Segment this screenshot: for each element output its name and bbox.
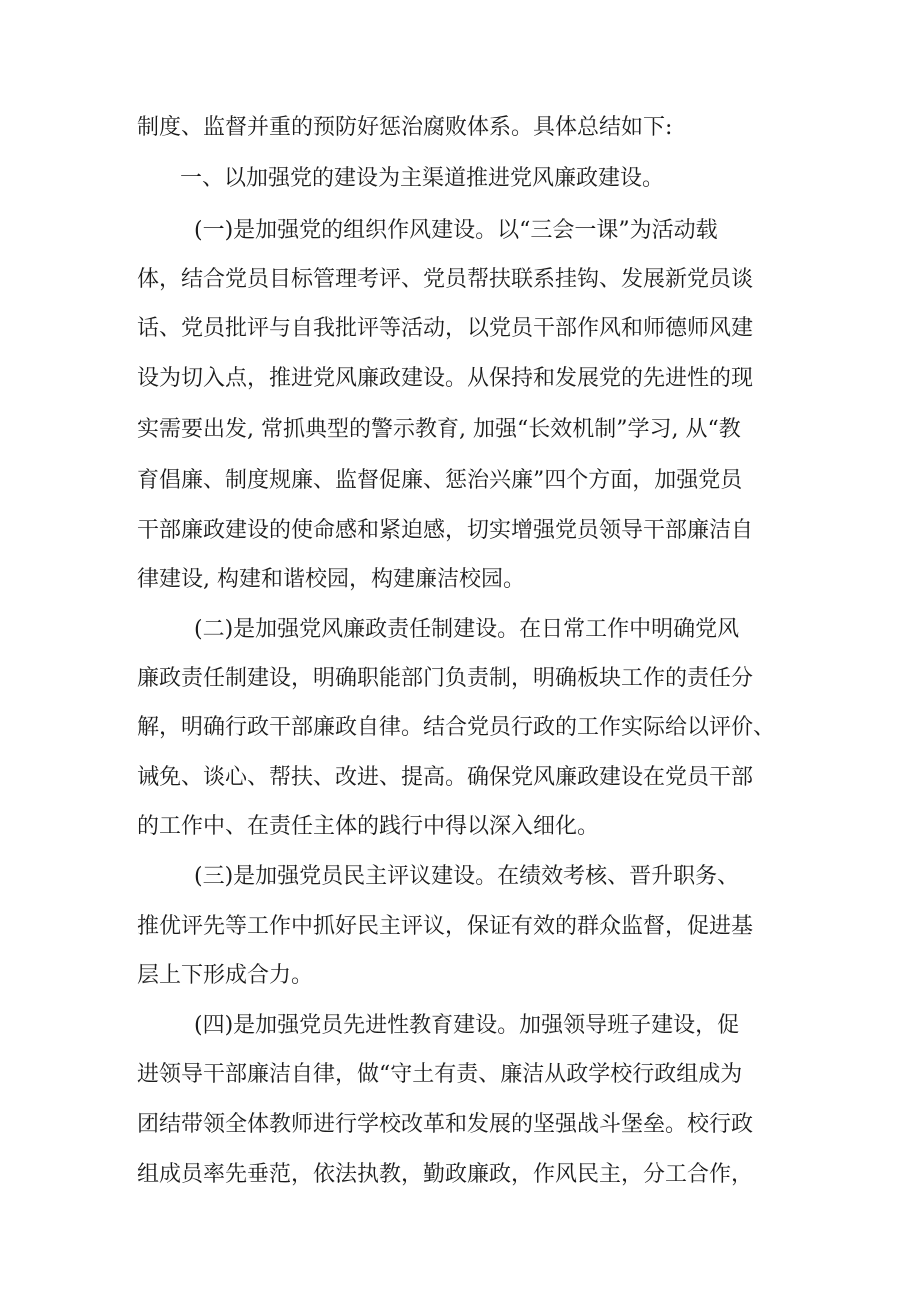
line-text: 育倡廉、制度规廉、监督促廉、惩治兴廉”四个方面，加强党员: [137, 468, 743, 493]
text-line: [0, 1055, 920, 1095]
line-text: (二)是加强党风廉政责任制建设。在日常工作中明确党风: [194, 617, 740, 642]
text-line: [0, 511, 920, 551]
line-text: 诫免、谈心、帮扶、改进、提高。确保党风廉政建设在党员干部: [137, 765, 754, 790]
line-text: (四)是加强党员先进性教育建设。加强领导班子建设，促: [194, 1013, 740, 1038]
line-text: 推优评先等工作中抓好民主评议，保证有效的群众监督，促进基: [137, 914, 754, 939]
text-line: [0, 907, 920, 947]
line-text: 解，明确行政干部廉政自律。结合党员行政的工作实际给以评价、: [137, 715, 776, 740]
line-text: 组成员率先垂范，依法执教，勤政廉政，作风民主，分工合作，: [137, 1162, 754, 1187]
line-text: 体，结合党员目标管理考评、党员帮扶联系挂钩、发展新党员谈: [137, 267, 754, 292]
line-text: 律建设, 构建和谐校园，构建廉洁校园。: [137, 567, 525, 592]
text-line: [0, 807, 920, 847]
paragraph-start-line: [0, 1006, 920, 1046]
text-line: [0, 108, 920, 148]
text-line: [0, 659, 920, 699]
text-line: [0, 359, 920, 399]
paragraph-start-line: [0, 857, 920, 897]
line-text: (一)是加强党的组织作风建设。以“三会一课”为活动载: [194, 218, 718, 243]
line-text: 的工作中、在责任主体的践行中得以深入细化。: [137, 814, 600, 839]
line-text: (三)是加强党员民主评议建设。在绩效考核、晋升职务、: [194, 864, 740, 889]
text-line: [0, 708, 920, 748]
line-text: 一、以加强党的建设为主渠道推进党风廉政建设。: [180, 166, 665, 191]
line-text: 制度、监督并重的预防好惩治腐败体系。具体总结如下:: [137, 115, 673, 140]
line-text: 层上下形成合力。: [137, 963, 314, 988]
section-heading: [0, 159, 920, 199]
line-text: 实需要出发, 常抓典型的警示教育, 加强“长效机制”学习, 从“教: [137, 417, 741, 442]
line-text: 设为切入点，推进党风廉政建设。从保持和发展党的先进性的现: [137, 366, 754, 391]
line-text: 话、党员批评与自我批评等活动，以党员干部作风和师德师风建: [137, 316, 754, 341]
line-text: 廉政责任制建设，明确职能部门负责制，明确板块工作的责任分: [137, 666, 754, 691]
text-line: [0, 260, 920, 300]
paragraph-start-line: [0, 610, 920, 650]
text-line: [0, 309, 920, 349]
text-line: [0, 560, 920, 600]
text-line: [0, 410, 920, 450]
line-text: 进领导干部廉洁自律，做“守土有责、廉洁从政学校行政组成为: [137, 1062, 743, 1087]
line-text: 团结带领全体教师进行学校改革和发展的坚强战斗堡垒。校行政: [137, 1112, 754, 1137]
line-text: 干部廉政建设的使命感和紧迫感，切实增强党员领导干部廉洁自: [137, 518, 754, 543]
text-line: [0, 758, 920, 798]
text-line: [0, 956, 920, 996]
paragraph-start-line: [0, 211, 920, 251]
text-line: [0, 1155, 920, 1195]
text-line: [0, 1105, 920, 1145]
text-line: [0, 461, 920, 501]
